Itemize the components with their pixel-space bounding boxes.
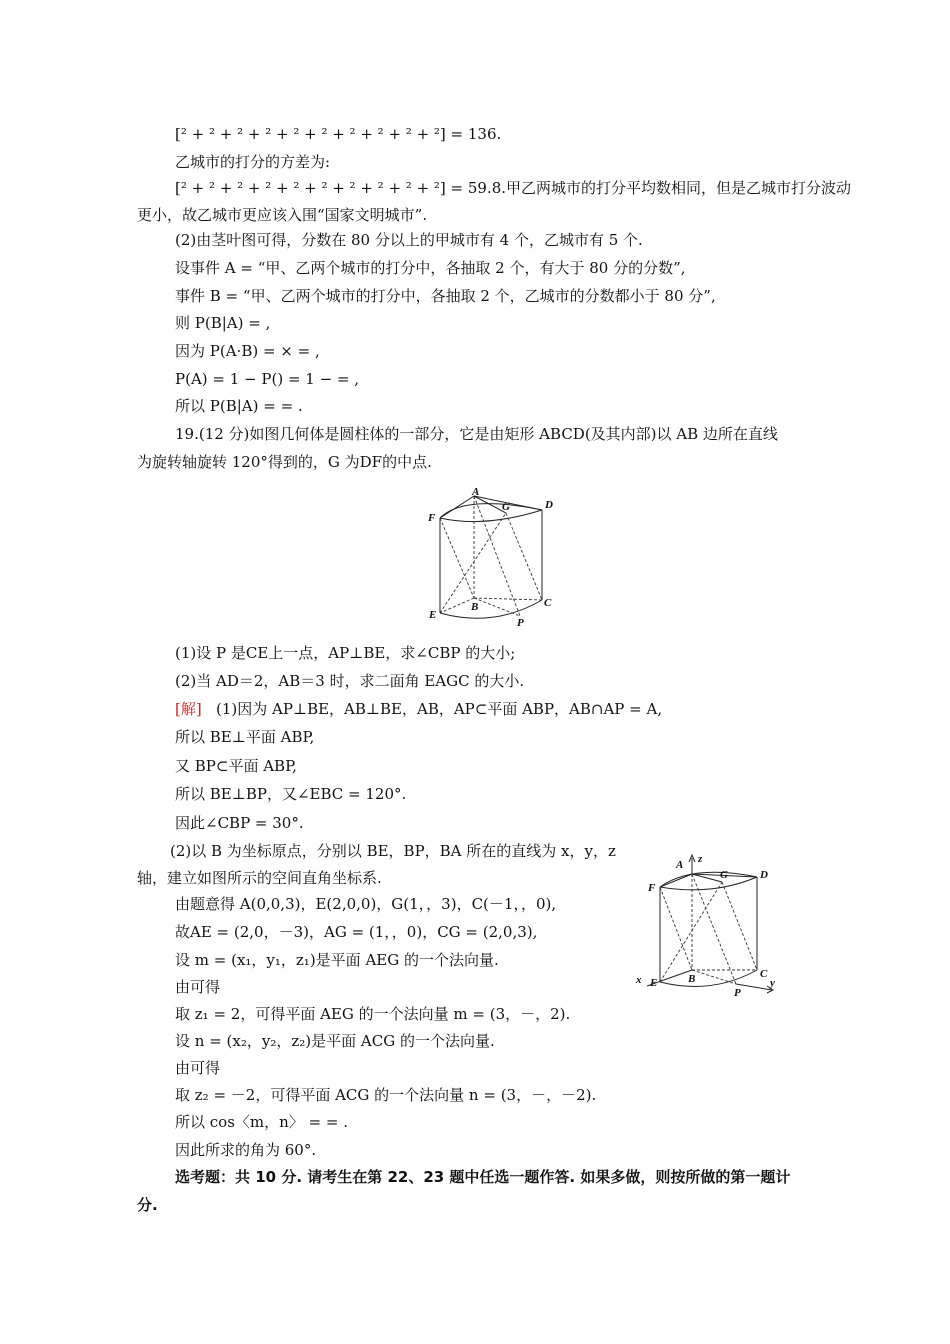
section-heading: 选考题：共 10 分. 请考生在第 22、23 题中任选一题作答. 如果多做，则按所做的第一题计 xyxy=(175,1168,791,1186)
section-heading: 分. xyxy=(137,1196,158,1214)
figure-label: G xyxy=(502,501,510,513)
text-line: 取 z₂ = －2，可得平面 ACG 的一个法向量 n = (3，－，－2). xyxy=(175,1086,597,1104)
text-line: P(A) = 1 − P() = 1 − = , xyxy=(175,370,360,388)
problem-19-line: 19.(12 分)如图几何体是圆柱体的一部分，它是由矩形 ABCD(及其内部)以 AB 边所在直线 xyxy=(175,425,778,443)
text-line: 轴，建立如图所示的空间直角坐标系. xyxy=(137,869,382,887)
text-line: 更小，故乙城市更应该入围“国家文明城市”. xyxy=(137,206,428,224)
text-line: (2)由茎叶图可得，分数在 80 分以上的甲城市有 4 个，乙城市有 5 个. xyxy=(175,231,643,249)
figure-label: z xyxy=(698,853,703,865)
text-line: 设 n = (x₂，y₂，z₂)是平面 ACG 的一个法向量. xyxy=(175,1032,495,1050)
text-line: 由可得 xyxy=(175,978,221,996)
figure-label: P xyxy=(517,617,524,628)
text-line: [² + ² + ² + ² + ² + ² + ² + ² + ² + ²] = 59.8.甲乙两城市的打分平均数相同，但是乙城市打分波动 xyxy=(175,179,852,197)
figure-label: E xyxy=(429,609,437,621)
text-line: 乙城市的打分的方差为: xyxy=(175,153,331,171)
figure-label: G xyxy=(720,869,728,881)
figure-label: F xyxy=(648,882,656,894)
figure-label: B xyxy=(688,973,696,985)
figure-label: x xyxy=(636,974,642,986)
figure-label: C xyxy=(544,597,552,609)
figure-label: C xyxy=(760,968,768,980)
cylinder-figure xyxy=(424,488,564,628)
text-span: (1)因为 AP⊥BE，AB⊥BE，AB，AP⊂平面 ABP，AB∩AP = A, xyxy=(216,700,663,718)
figure-label: P xyxy=(734,987,741,998)
figure-label: A xyxy=(472,488,480,498)
text-line: 取 z₁ = 2，可得平面 AEG 的一个法向量 m = (3，－，2). xyxy=(175,1005,571,1023)
text-line: 所以 BE⊥BP，又∠EBC = 120°. xyxy=(175,785,407,803)
text-line: 故AE = (2,0，－3)，AG = (1，，0)，CG = (2,0,3), xyxy=(175,923,538,941)
text-line: 事件 B = “甲、乙两个城市的打分中，各抽取 2 个，乙城市的分数都小于 80 分”, xyxy=(175,287,716,305)
text-line: 由题意得 A(0,0,3)，E(2,0,0)，G(1，，3)，C(－1，，0), xyxy=(175,895,557,913)
text-line: 设 m = (x₁，y₁，z₁)是平面 AEG 的一个法向量. xyxy=(175,951,499,969)
text-line: 所以 cos〈m，n〉 = = . xyxy=(175,1113,348,1131)
figure-label: y xyxy=(770,977,775,989)
text-line: 则 P(B|A) = , xyxy=(175,314,271,332)
figure-label: E xyxy=(650,977,658,989)
figure-label: D xyxy=(545,499,553,511)
text-line: 所以 BE⊥平面 ABP, xyxy=(175,728,315,746)
text-line: [² + ² + ² + ² + ² + ² + ² + ² + ² + ²] = 136. xyxy=(175,125,502,143)
solution-tag: [解] xyxy=(175,700,202,718)
figure-label: D xyxy=(760,869,768,881)
figure-label: F xyxy=(428,512,436,524)
figure-label: A xyxy=(676,859,684,871)
text-line: 设事件 A = “甲、乙两个城市的打分中，各抽取 2 个，有大于 80 分的分数”, xyxy=(175,259,686,277)
text-line: 因为 P(A·B) = × = , xyxy=(175,342,320,360)
text-line: (2)当 AD＝2，AB＝3 时，求二面角 EAGC 的大小. xyxy=(175,672,525,690)
text-line: 由可得 xyxy=(175,1059,221,1077)
text-line: 因此∠CBP = 30°. xyxy=(175,814,304,832)
text-line: 为旋转轴旋转 120°得到的，G 为DF的中点. xyxy=(137,453,432,471)
text-line xyxy=(175,699,662,719)
text-line: 所以 P(B|A) = = . xyxy=(175,397,303,415)
figure-label: B xyxy=(471,601,479,613)
text-line: (2)以 B 为坐标原点，分别以 BE，BP，BA 所在的直线为 x，y，z xyxy=(170,842,616,860)
text-line: (1)设 P 是CE上一点，AP⊥BE，求∠CBP 的大小; xyxy=(175,644,516,662)
coordinate-figure xyxy=(632,852,782,998)
text-line: 又 BP⊂平面 ABP, xyxy=(175,757,297,775)
text-line: 因此所求的角为 60°. xyxy=(175,1141,317,1159)
